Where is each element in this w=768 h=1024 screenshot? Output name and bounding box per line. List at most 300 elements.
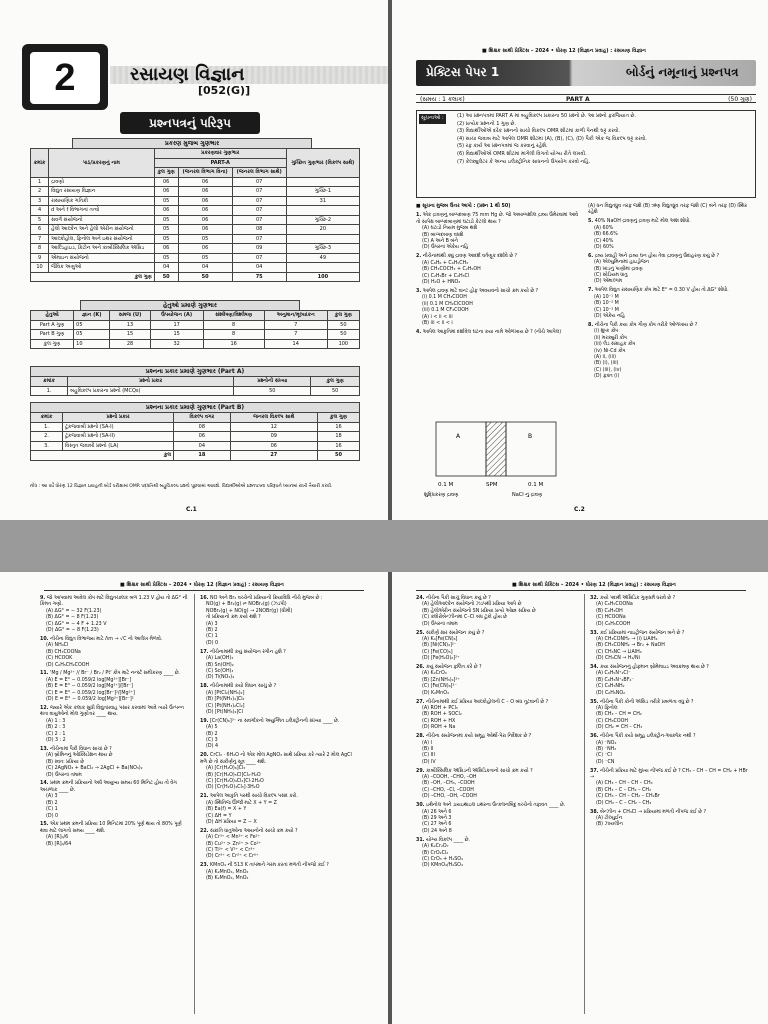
question-item	[200, 794, 360, 826]
heading-right: બોર્ડનું નમૂનાનું પ્રશ્નપત્ર	[626, 65, 739, 79]
answer-option: (A) K₂MnO₄, MnO₂	[206, 869, 249, 875]
question-text	[40, 596, 190, 609]
question-number: 7.	[588, 288, 594, 294]
answer-option: (C) A અને B બંને	[422, 239, 458, 245]
answer-option: (C) [Cr(H₂O)₄Cl₂]Cl·2H₂O	[206, 778, 264, 784]
question-stem: કયો પદાર્થ ઍસિડિક ગુણધર્મ ધરાવે છે ?	[600, 596, 676, 601]
question-stem: એક પ્રથમ ક્રમની પ્રક્રિયા 10 મિનિટમાં 20% પૂર્ણ થાય તો 80% પૂર્ણ થવા માટે લાગતો સમય ____ થશે.	[40, 822, 182, 834]
table-cell: 1.	[31, 422, 63, 432]
table-header-row	[31, 149, 360, 159]
question-item	[590, 734, 750, 766]
answer-option: (B) iii < ii < i	[422, 320, 453, 326]
right-column	[200, 596, 360, 885]
answer-option: (D) H₂O + HNO₃	[422, 279, 461, 285]
table-cell: 10	[31, 263, 49, 273]
table-cell: ગુચ્છિ-1	[286, 187, 359, 197]
question-item	[40, 637, 190, 669]
answer-option: (C) ક્લોરોબેન્ઝીનમાં C–Cl બંધ ટૂંકો હોય છે	[422, 615, 507, 621]
table-cell: 04	[232, 263, 286, 273]
answer-option: (C) E = E° − 0.059/2 log[Br⁻]²/[Mg²⁺]	[46, 690, 135, 696]
table-cell: 06	[154, 206, 178, 216]
question-stem: આપેલ આકૃતિ પરથી સાચો વિકલ્પ પસંદ કરો.	[210, 794, 298, 800]
question-number: 16.	[200, 596, 209, 601]
answer-option: તો પ્રક્રિયાનો ક્રમ કયો થશે ?	[206, 615, 261, 621]
answer-option: (B) II	[422, 746, 434, 752]
part-b-table	[30, 412, 360, 461]
table-cell: 07	[232, 234, 286, 244]
table-header-cell: (જનરલ વિભાગ સાથે)	[232, 168, 286, 178]
table-cell: 06	[178, 187, 232, 197]
table-header-cell: (જનરલ વિભાગ વિના)	[178, 168, 232, 178]
table-cell: 100	[286, 272, 359, 282]
table-cell: 05	[154, 196, 178, 206]
table-row	[31, 244, 360, 254]
question-item	[590, 769, 750, 807]
answer-option: (C) 40%	[594, 238, 614, 244]
question-item	[590, 665, 750, 697]
table-row	[31, 206, 360, 216]
answer-option: (B) 2 : 3	[46, 725, 66, 731]
answer-option: (D) E = E° − 0.059/2 log[Mg²⁺][Br⁻]²	[46, 697, 134, 703]
page-questions-9-23	[0, 572, 388, 1024]
chapter-weight-table	[30, 148, 360, 282]
question-item	[200, 650, 360, 682]
answer-option: (A) CH₃ – CH – CH – CH₃	[596, 781, 653, 787]
answer-option: (D) ઉપરનાં તમામ	[46, 772, 82, 778]
answer-option: (D) 24 અને 8	[422, 828, 452, 834]
question-stem: કયું સંયોજન ફલિત કરે છે ?	[426, 665, 482, 671]
answer-option: (A) 26 અને 6	[422, 809, 452, 815]
table-cell: 16	[318, 422, 360, 432]
table-header-cell: કુલ ગુણ	[318, 413, 360, 423]
question-item	[416, 665, 580, 697]
table-cell: 4	[31, 206, 49, 216]
question-stem: નીચેના પૈકી કોની ઍસિડ તરીકે પ્રબળતા વધુ છે ?	[600, 699, 694, 705]
question-number: 2.	[416, 254, 422, 260]
part-label: PART A	[566, 96, 590, 103]
table-header-row	[31, 377, 360, 387]
answer-option: (D) K₂MnO₄	[422, 690, 449, 696]
answer-option: (D) C₆H₅COOH	[596, 621, 631, 627]
question-stem: યોગ્ય વિકલ્પ ____ છે.	[426, 837, 470, 843]
table-header-cell: ઉપયોજન (A)	[150, 311, 203, 321]
answer-option: (A) E = E° − 0.059/2 log[Mg²⁺][Br⁻]	[46, 677, 132, 683]
answer-option: (D) C₆H₅NO₂	[596, 690, 626, 696]
answer-option: (C) 1	[46, 807, 58, 813]
table-cell: 06	[154, 244, 178, 254]
question-item	[416, 700, 580, 732]
answer-option: (B) 2	[206, 628, 218, 634]
question-number: 14.	[40, 781, 49, 787]
question-text	[40, 671, 190, 677]
answer-option: (A) CH₃CONH₂ → (i) LiAlH₄	[596, 636, 658, 642]
question-stem: પ્રથમ ક્રમની પ્રક્રિયાનો અર્ધ આયુષ્ય સમય 60 મિનિટ હોય તો વેગ અચળાંક ____ છે.	[40, 781, 177, 793]
heading-left: પ્રેક્ટિસ પેપર 1	[426, 65, 500, 79]
table-cell: 50	[318, 451, 360, 461]
answer-option: (iii) લેડ સંગ્રાહક કોષ	[594, 342, 636, 348]
page-blueprint	[0, 0, 388, 520]
answer-option: (B) CH₃ – C – CH₂ – CH₃	[596, 787, 651, 793]
conc-right: 0.1 M	[528, 482, 544, 488]
table-cell: 8	[31, 244, 49, 254]
answer-option: (C) (iii), (iv)	[594, 367, 622, 373]
question-number: 6.	[588, 253, 594, 259]
answer-option: (B) Sn(OH)₂	[206, 662, 234, 668]
answer-option: (D) CH₃ – C – CH₂ – CH₃	[596, 800, 652, 806]
answer-option: (B) E = E° − 0.059/2 log[Mg²⁺]/[Br⁻]	[46, 684, 133, 690]
answer-option: (B) ΔG° = − 8 F(1.23)	[46, 615, 99, 621]
answer-option: NO(g) + Br₂(g) ⇌ NOBr₂(g) (ઝડપી)	[206, 602, 287, 608]
question-stem: [Cr(CN)₆]³⁻ ના સવર્ગાંકનો અયુગ્મિત ઇલેક્ટ્રોનની સંખ્યા ____ છે.	[210, 718, 340, 724]
answer-option: (B) C₆H₅N⁺₂BF₄⁻	[596, 677, 634, 683]
answer-option: (A) i < ii < iii	[422, 314, 453, 320]
objective-weight-table	[30, 310, 360, 349]
answer-option: (B) હેલોએરીન સંયોજનો SN પ્રક્રિયા પ્રત્યે ઓછા સક્રિય છે	[422, 608, 536, 614]
question-number: 9.	[40, 596, 46, 601]
table-cell: 04	[154, 263, 178, 273]
running-head: ■ શિક્ષક સાથી પ્રેક્ટિસ – 2024 • ધોરણ 12 (વિજ્ઞાન પ્રવાહ) : રસાયણ વિજ્ઞાન	[482, 48, 646, 54]
table-cell	[286, 177, 359, 187]
table-cell: 1.	[31, 386, 68, 396]
caption-left: શુદ્ધિકરણ દ્રાવણ	[424, 492, 459, 498]
table-total-row	[31, 272, 360, 282]
question-item	[416, 330, 582, 336]
question-text	[200, 753, 360, 766]
answer-option: (D) 3 : 2	[46, 738, 66, 744]
answer-option: (B) C₆H₅OH	[596, 608, 623, 614]
table-cell: 05	[154, 225, 178, 235]
answer-option: (B) ઝાયલીન	[596, 822, 623, 828]
question-item	[590, 631, 750, 663]
table-cell: 04	[174, 441, 230, 451]
answer-option: (A) 1 : 3	[46, 718, 66, 724]
question-item	[416, 838, 580, 870]
answer-option: (D) ફક્ત (i)	[594, 374, 620, 380]
table-row	[31, 225, 360, 235]
answer-option: (B) (i), (iii)	[594, 361, 619, 367]
answer-option: (D) ઉપરનાં એકેય નહિ	[422, 245, 469, 251]
answer-option: (iv) Ni-Cd કોષ	[594, 348, 626, 354]
table-cell: 8	[203, 320, 264, 330]
answer-option: (i) શુષ્ક કોષ	[594, 329, 619, 335]
left-column	[416, 204, 582, 339]
question-item	[40, 596, 190, 634]
table-row	[31, 320, 360, 330]
table-header-cell: જનરલ વિકલ્પ સાથે	[230, 413, 317, 423]
paper-heading	[416, 60, 756, 86]
membrane-label: SPM	[486, 482, 498, 488]
table-cell: કુલ ગુણ	[31, 272, 155, 282]
answer-option: (D) IV	[422, 759, 436, 765]
question-item	[40, 671, 190, 703]
answer-option: (B) CH₃COCH₃ + C₂H₅OH	[422, 267, 481, 273]
answer-option: (B) 2	[206, 731, 218, 737]
table-cell: 27	[230, 451, 317, 461]
table-cell: 18	[174, 451, 230, 461]
table-header-cell: પ્રશ્નો પ્રકાર	[68, 377, 234, 387]
answer-option: (A) ઘટાડો નિયમ મુજબ થશે	[422, 226, 478, 232]
table-row	[31, 253, 360, 263]
question-number: 12.	[40, 706, 49, 711]
question-stem: આપેલ આકૃતિમાં દર્શાવેલ ઘટના કયા નામે ઓળખાય છે ? (નીચે આપેલ)	[422, 329, 562, 335]
question-stem: ઇથેનોલ અને ડાયઇથાઇલ ઇથરના ઉત્કલનબિંદુ વચ્ચેનો તફાવત ____ છે.	[426, 803, 566, 809]
table-cell: 06	[174, 432, 230, 442]
question-item	[200, 753, 360, 791]
answer-option: (A) સ્થિતિજ ઊર્જા માટે X + Y = Z	[206, 800, 277, 806]
answer-option: (A) K₂Cr₂O₇	[422, 844, 449, 850]
question-number: 23.	[200, 863, 209, 869]
answer-option: (D) Cr³⁺ < Cr²⁺ < Cr⁶⁺	[206, 854, 259, 860]
table-row	[31, 422, 360, 432]
answer-option: (B) [R]₀/64	[46, 841, 72, 847]
answer-option: (B) –OH, –CH₃, –COOH	[422, 781, 475, 787]
table-cell	[286, 263, 359, 273]
answer-option: (D) [Pt(NH₃)₄]Cl	[206, 709, 243, 715]
table-cell: 08	[174, 422, 230, 432]
answer-option: (B) K₂MnO₄, MnO₂	[206, 876, 249, 882]
answer-option: (A) I	[422, 740, 432, 746]
table-header-cell: ગુચ્છિત ગુણભાર (વિકલ્પ સાથે)	[286, 149, 359, 178]
answer-option: (C) C₆H₅NH₂	[596, 684, 625, 690]
answer-option: (B) CH₃CONH₂ → Br₂ + NaOH	[596, 643, 665, 649]
vessel-b	[506, 422, 556, 476]
table-cell: 5	[31, 215, 49, 225]
question-stem: CrCl₃ · 6H₂O નો એક મોલ AgNO₃ સાથે પ્રક્રિયા કરે ત્યારે 2 મોલ AgCl મળે છે તો સંકીર્ણનું સૂત્ર ____ થશે.	[200, 753, 352, 765]
question-stem: દ્રવ્ય પ્રવાહી અને દ્રાવ્ય ઘન હોય તેવા દ્રાવણનું ઉદાહરણ કયું છે ?	[594, 253, 720, 259]
question-item	[588, 323, 748, 381]
caption-right: NaCl નું દ્રાવણ	[512, 492, 543, 498]
instruction-item: (5) રફ કાર્ય આ પ્રશ્નપત્રમાં જ કરવાનું રહેશે.	[457, 143, 548, 150]
question-list-left	[416, 596, 580, 870]
instruction-item: (6) વિદ્યાર્થીઓએ OMR શીટમાં માંગેલી વિગતો યોગ્ય રીતે લખવી.	[457, 150, 587, 157]
table-header-cell: હેતુઓ	[31, 311, 74, 321]
answer-option: (C) 27 અને 6	[422, 822, 452, 828]
question-stem: નીચેની પ્રક્રિયા માટે મુખ્ય નીપજ કઈ છે ? CH₃ – CH – CH = CH₂ + HBr →	[590, 768, 748, 781]
answer-option: (C) CH₃COOH	[596, 718, 629, 724]
table-cell: 07	[232, 177, 286, 187]
table-cell: આલ્ડિહાઇડ, કિટોન અને કાર્બોક્સિલિક ઍસિડ	[49, 244, 155, 254]
table-row	[31, 177, 360, 187]
table-cell: 7	[264, 330, 327, 340]
question-number: 31.	[416, 837, 425, 843]
instructions-label: સૂચનાઓ :	[419, 114, 446, 124]
answer-option: (B) [Ni(CN)₄]²⁻	[422, 643, 457, 649]
table-cell: 3.	[31, 441, 63, 451]
table-cell: 05	[154, 234, 178, 244]
left-column	[416, 596, 580, 872]
answer-option: (D) [Fe(H₂O)₆]²⁺	[422, 656, 460, 662]
answer-option: (A) ⁻NO₂	[596, 740, 617, 746]
question-item	[588, 219, 748, 251]
table-cell	[286, 234, 359, 244]
running-head: ■ શિક્ષક સાથી પ્રેક્ટિસ – 2024 • ધોરણ 12 (વિજ્ઞાન પ્રવાહ) : રસાયણ વિજ્ઞાન	[512, 582, 676, 588]
question-text	[40, 781, 190, 794]
table-cell: આલ્કોહોલ, ફિનોલ અને ઇથર સંયોજનો	[49, 234, 155, 244]
answer-option: (C) 10⁻³ M	[594, 307, 619, 313]
answer-option: (B) CH₃COONa	[46, 649, 81, 655]
table-row	[31, 330, 360, 340]
question-number: 20.	[200, 753, 209, 759]
table-header-cell: ક્રમાંક	[31, 149, 49, 178]
table-cell: 13	[110, 320, 151, 330]
question-stem: નીચેનામાંથી કયું સંયોજન રંગીન હશે ?	[210, 649, 286, 655]
question-number: 15.	[40, 822, 49, 828]
table-cell: 09	[232, 244, 286, 254]
label-b: B	[528, 433, 533, 440]
table-cell: 3	[31, 196, 49, 206]
answer-option: (ii) મરક્યુરી કોષ	[594, 335, 627, 341]
answer-option: (B) 2	[46, 800, 58, 806]
question-list-right	[590, 596, 750, 829]
answer-option: (A) હેલોઆલ્કેન સંયોજનો ઝડપથી પ્રક્રિયા આપે છે	[422, 602, 522, 608]
table-cell: 06	[178, 177, 232, 187]
table-cell: 31	[286, 196, 359, 206]
question-stem: NO અને Br₂ વચ્ચેની પ્રક્રિયાની ક્રિયાવિધિ નીચે મુજબ છે :	[210, 596, 323, 601]
table1-caption: પ્રકરણ મુજબ ગુણભાર	[72, 138, 312, 149]
question-number: 35.	[590, 699, 599, 705]
table-row	[31, 187, 360, 197]
answer-option: (C) [Fe(CO)₅]	[422, 649, 453, 655]
question-item	[416, 596, 580, 628]
table-header-cell: જ્ઞાન (K)	[74, 311, 110, 321]
question-text	[416, 213, 582, 226]
table-cell: 15	[110, 330, 151, 340]
table-cell: 50	[178, 272, 232, 282]
table-cell: 8	[203, 330, 264, 340]
question-number: 11.	[40, 671, 49, 677]
answer-option: (A) [R]₀/6	[46, 835, 69, 841]
table-cell: 50	[234, 386, 311, 396]
answer-option: (A) 60%	[594, 225, 614, 231]
question-item	[40, 706, 190, 744]
table-row	[31, 441, 360, 451]
answer-option: (A) 3	[206, 621, 218, 627]
table-cell: દ્રાવણો	[49, 177, 155, 187]
answer-option: (C) ΔG° = − 4 F + 1.23 V	[46, 621, 107, 627]
question-text	[588, 204, 748, 217]
question-number: 3.	[416, 288, 422, 294]
table-cell: સવર્ગ સંયોજનો	[49, 215, 155, 225]
question-stem: નીચેના સંયોજનમાં કયો સમૂહ ઓર્થો-પેરા નિર્દેશક છે ?	[426, 734, 532, 740]
answer-option: (A) બ્રોમિનનું ઓક્સિડેશન થાય છે	[46, 753, 113, 759]
table-cell: 05	[178, 253, 232, 263]
question-item	[200, 719, 360, 751]
page-gap	[0, 520, 768, 572]
table-cell: વિદ્યુત રસાયણ વિજ્ઞાન	[49, 187, 155, 197]
table-header-cell: પ્રકરણવાર ગુણભાર	[154, 149, 286, 159]
answer-option: (A) NH₄Cl	[46, 643, 69, 649]
instruction-item: (2) પ્રત્યેક પ્રશ્નનો 1 ગુણ છે.	[457, 120, 517, 127]
answer-option: (A) –COOH, –CHO, –OH	[422, 775, 477, 781]
answer-option: (D) –CHO, –OH, –COOH	[422, 794, 477, 800]
table-cell: 14	[264, 339, 327, 349]
answer-option: (B) 10⁻² M	[594, 301, 619, 307]
table-header-cell: પાઠ/પ્રકરણનું નામ	[49, 149, 155, 178]
question-number: 34.	[590, 665, 599, 671]
answer-option: (B) 29 અને 3	[422, 816, 452, 821]
answer-option: (B) [Pt(NH₃)₄]Cl₂	[206, 697, 245, 703]
question-number: 22.	[200, 828, 209, 834]
table-row	[31, 339, 360, 349]
answer-option: (A) K₂CrO₄	[422, 671, 447, 677]
question-number: 36.	[590, 734, 599, 740]
question-stem: કઈ પ્રક્રિયામાં નાઇટ્રોજન સંયોજન બને છે ?	[600, 630, 685, 636]
answer-option: (B) 66.6%	[594, 232, 618, 238]
answer-option: (D) CH₂ = CH – CH₃	[596, 725, 643, 731]
answer-option: (C) ⁻Cl	[596, 753, 612, 759]
table-cell: 18	[318, 432, 360, 442]
table-cell: Part B ગુણ	[31, 330, 74, 340]
table-cell: 16	[318, 441, 360, 451]
column-rule	[194, 594, 195, 1014]
question-number: 21.	[200, 794, 209, 800]
question-item	[588, 254, 748, 286]
answer-option: (B) ખાંડનું પાણીમાં દ્રાવણ	[594, 266, 643, 272]
table-cell: 100	[327, 339, 359, 349]
question-item	[416, 734, 580, 766]
table4-caption: પ્રશ્નના પ્રકાર પ્રમાણે ગુણભાર (Part B)	[30, 402, 360, 413]
answer-option: (C) ROH + HX	[422, 718, 456, 724]
question-stem: કયા સંયોજનનું હોફમાન બ્રોમેમાઇડ અવક્રમણ થાય છે ?	[600, 665, 709, 671]
table-cell: 04	[178, 263, 232, 273]
answer-option: (B) બાષ્પદબાણ વધશે	[422, 232, 464, 238]
page-number: C.1	[186, 506, 197, 513]
answer-option: (B) Ea(f) = X + Y	[206, 807, 247, 813]
question-item	[416, 803, 580, 835]
table-cell: 2	[31, 187, 49, 197]
table-cell: 50	[311, 386, 360, 396]
question-item	[590, 810, 750, 829]
question-item	[588, 204, 748, 217]
answer-option: (A) એલ્યુમિનામાં હાઇડ્રોજન	[594, 260, 649, 266]
table-cell: 07	[232, 196, 286, 206]
table-cell: 06	[154, 177, 178, 187]
table-header-cell: સમજ (U)	[110, 311, 151, 321]
answer-option: (D) [Cr(H₂O)₃Cl₃]·3H₂O	[206, 785, 260, 791]
answer-option: (C) Ti³⁺ < V³⁺ < Cr³⁺	[206, 848, 255, 854]
table-cell: વિસ્તૃત જવાબી પ્રશ્નો (LA)	[62, 441, 173, 451]
table-cell: 06	[178, 215, 232, 225]
answer-option: (C) ΔH = Y	[206, 813, 232, 819]
answer-option: (C) 2AgNO₃ + BaCl₂ → 2AgCl + Ba(NO₃)₂	[46, 766, 143, 772]
question-number: 37.	[590, 768, 599, 774]
table-row	[31, 386, 360, 396]
table-cell: 05	[154, 253, 178, 263]
table-cell: 06	[178, 206, 232, 216]
part-a-table	[30, 376, 360, 396]
table-cell: 09	[230, 432, 317, 442]
answer-option: (B) ⁻NH₂	[596, 746, 617, 752]
table-cell: 05	[74, 330, 110, 340]
table-cell: 07	[232, 206, 286, 216]
table-cell: કુલ ગુણ	[31, 339, 74, 349]
question-stem: 'Mg / Mg²⁺ // Br⁻ / Br₂ / Pt' કોષ માટે નર્ન્સ્ટ સમીકરણ ____ છે.	[50, 671, 180, 677]
table-cell: 12	[230, 422, 317, 432]
page-number: C.2	[574, 506, 585, 513]
table-cell: 05	[74, 320, 110, 330]
question-number: 38.	[590, 809, 599, 815]
answer-option: (A) C₆H₅COONa	[596, 602, 633, 608]
table-cell: Part A ગુણ	[31, 320, 74, 330]
table-header-cell: ક્રમાંક	[31, 413, 63, 423]
table-cell: ગુચ્છિ-3	[286, 244, 359, 254]
question-stem: આપેલ દ્રાવણ માટે વાન્ટ હોફ અવયવનો સાચો ક્રમ કયો છે ?	[422, 288, 539, 294]
page-practice-paper	[392, 0, 768, 520]
table-cell: 28	[110, 339, 151, 349]
table-header-cell: અનુમાન/મૂલ્યાંકન	[264, 311, 327, 321]
question-list-left	[40, 596, 190, 848]
table-cell: 06	[154, 187, 178, 197]
